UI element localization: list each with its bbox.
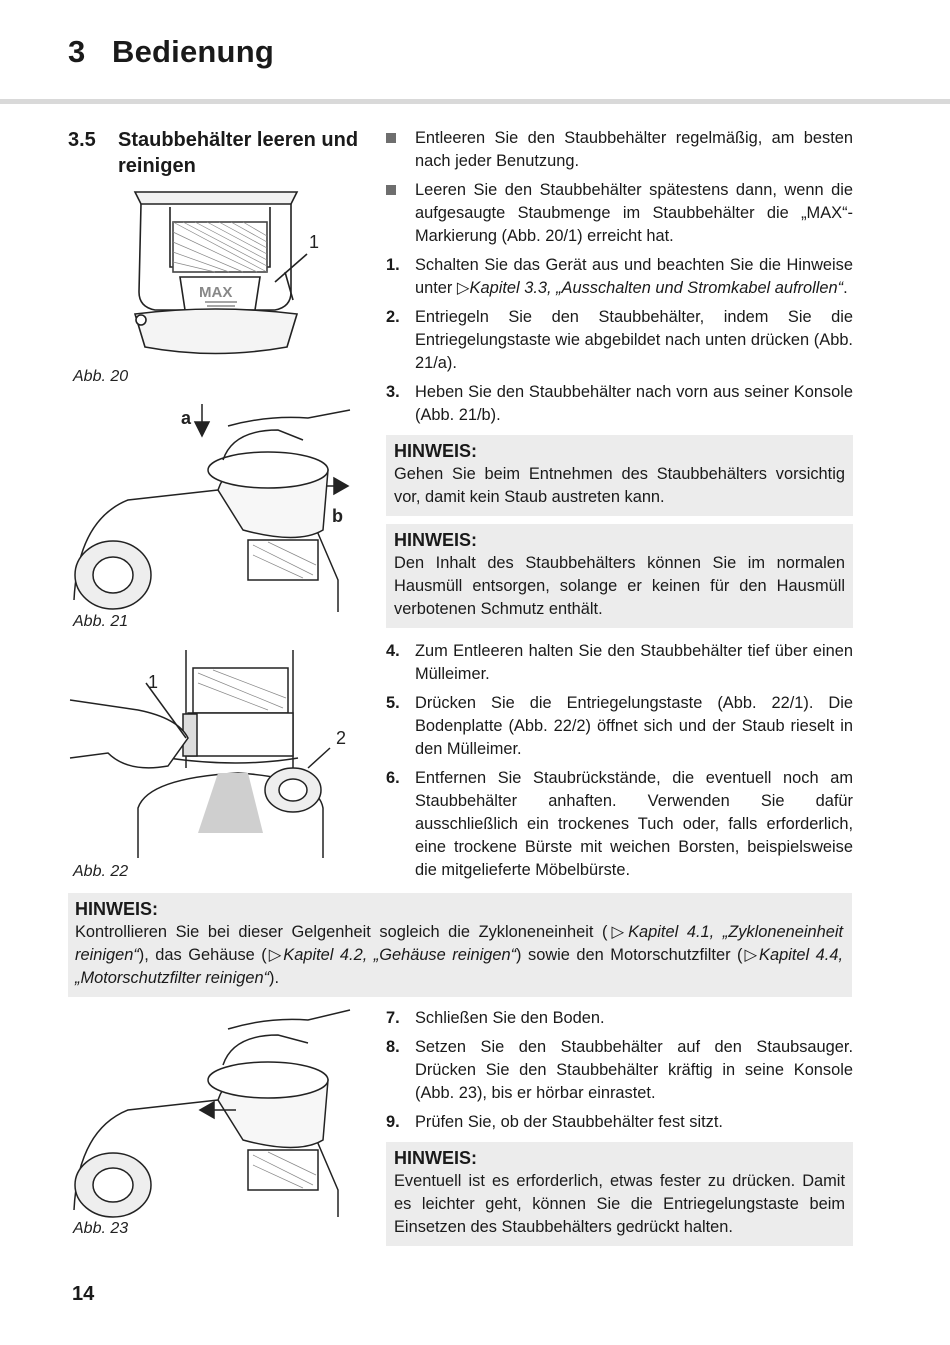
cross-reference: Kapitel 3.3, „Ausschalten und Stromkabel aufrollen“	[469, 279, 844, 297]
figure-22-label-1: 1	[148, 672, 159, 692]
step-9: 9. Prüfen Sie, ob der Staubbehälter fest sitzt.	[386, 1113, 723, 1131]
step-4: 4. Zum Entleeren halten Sie den Staubbehälter tief über einen Mülleimer.	[386, 642, 853, 683]
step-1: 1. Schalten Sie das Gerät aus und beachten Sie die Hinweise unter ▷Kapitel 3.3, „Ausschalten und Stromkabel aufrollen“.	[386, 256, 853, 297]
note-box: HINWEIS: Eventuell ist es erforderlich, etwas fester zu drücken. Damit es leichter geht, können Sie die Entriegelungstaste beim Einsetzen des Staubbehälters gedrückt halten.	[386, 1142, 853, 1246]
bullet-square	[386, 179, 415, 248]
cross-reference-arrow-icon: ▷	[742, 946, 760, 964]
cross-reference: Kapitel 4.4, „Motorschutzfilter reinigen“	[75, 946, 843, 987]
cross-reference: Kapitel 4.1, „Zykloneneinheit reinigen“	[75, 923, 844, 964]
step-5: 5. Drücken Sie die Entriegelungstaste (Abb. 22/1). Die Bodenplatte (Abb. 22/2) öffnet sich und der Staub rieselt in den Mülleimer.	[386, 694, 853, 758]
figure-22-label-2: 2	[336, 728, 347, 748]
note-box: HINWEIS: Den Inhalt des Staubbehälters können Sie im normalen Hausmüll entsorgen, solange er keinen für den Hausmüll verbotenen Schmutz enthält.	[386, 524, 853, 628]
page-number: 14	[72, 1283, 95, 1305]
list-item: Entleeren Sie den Staubbehälter regelmäßig, am besten nach jeder Benutzung.	[386, 127, 853, 173]
cross-reference-arrow-icon: ▷	[266, 946, 284, 964]
figure-20-label-1: 1	[309, 232, 320, 252]
figure-22-caption: Abb. 22	[73, 863, 129, 880]
cross-reference-arrow-icon: ▷	[456, 279, 470, 297]
section-title	[68, 127, 368, 179]
figure-23	[68, 1005, 358, 1220]
figure-20-max-label: MAX	[199, 284, 233, 301]
chapter-title-text: Bedienung	[112, 34, 274, 69]
list-item: Leeren Sie den Staubbehälter spätestens dann, wenn die aufgesaugte Staubmenge im Staubbehälter die „MAX“-Markierung (Abb. 20/1) erreicht hat.	[386, 179, 853, 248]
figure-21-label-a: a	[181, 408, 192, 428]
step-2: 2. Entriegeln Sie den Staubbehälter, indem Sie die Entriegelungstaste wie abgebildet nach unten drücken (Abb. 21/a).	[386, 308, 853, 372]
figure-20-caption: Abb. 20	[73, 368, 129, 385]
cross-reference-arrow-icon: ▷	[607, 923, 629, 941]
step-8: 8. Setzen Sie den Staubbehälter auf den Staubsauger. Drücken Sie den Staubbehälter kräftig in seine Konsole (Abb. 23), bis er hörbar einrastet.	[386, 1038, 853, 1102]
figure-21	[68, 400, 358, 615]
step-6: 6. Entfernen Sie Staubrückstände, die eventuell noch am Staubbehälter anhaften. Verwenden Sie dafür ausschließlich ein trockenes Tuch oder, falls erforderlich, eine trockene Bürste mit weichen Borsten, beispielsweise die mitgelieferte Möbelbürste.	[386, 769, 853, 879]
cross-reference: Kapitel 4.2, „Gehäuse reinigen“	[283, 946, 517, 964]
figure-21-label-b: b	[332, 506, 343, 526]
figure-22	[68, 648, 358, 863]
section-number: 3.5	[68, 129, 96, 151]
chapter-number: 3	[68, 34, 86, 69]
wide-note-box: HINWEIS: Kontrollieren Sie bei dieser Gelgenheit sogleich die Zykloneneinheit (▷Kapitel 4.1, „Zykloneneinheit reinigen“), das Gehäuse (▷Kapitel 4.2, „Gehäuse reinigen“) sowie den Motorschutzfilter (▷Kapitel 4.4, „Motorschutzfilter reinigen“).	[68, 893, 852, 997]
section-title-text: Staubbehälter leeren und reinigen	[118, 129, 359, 177]
figure-20	[125, 182, 345, 372]
step-3: 3. Heben Sie den Staubbehälter nach vorn aus seiner Konsole (Abb. 21/b).	[386, 383, 853, 424]
figure-23-caption: Abb. 23	[73, 1220, 129, 1237]
chapter-title	[68, 34, 274, 70]
step-7: 7. Schließen Sie den Boden.	[386, 1009, 605, 1027]
bullet-square	[386, 127, 415, 173]
figure-21-caption: Abb. 21	[73, 613, 129, 630]
instructions-block-2	[386, 1007, 853, 1254]
instructions-block-1	[386, 127, 853, 888]
note-box: HINWEIS: Gehen Sie beim Entnehmen des Staubbehälters vorsichtig vor, damit kein Staub austreten kann.	[386, 435, 853, 516]
header-rule	[0, 99, 950, 104]
